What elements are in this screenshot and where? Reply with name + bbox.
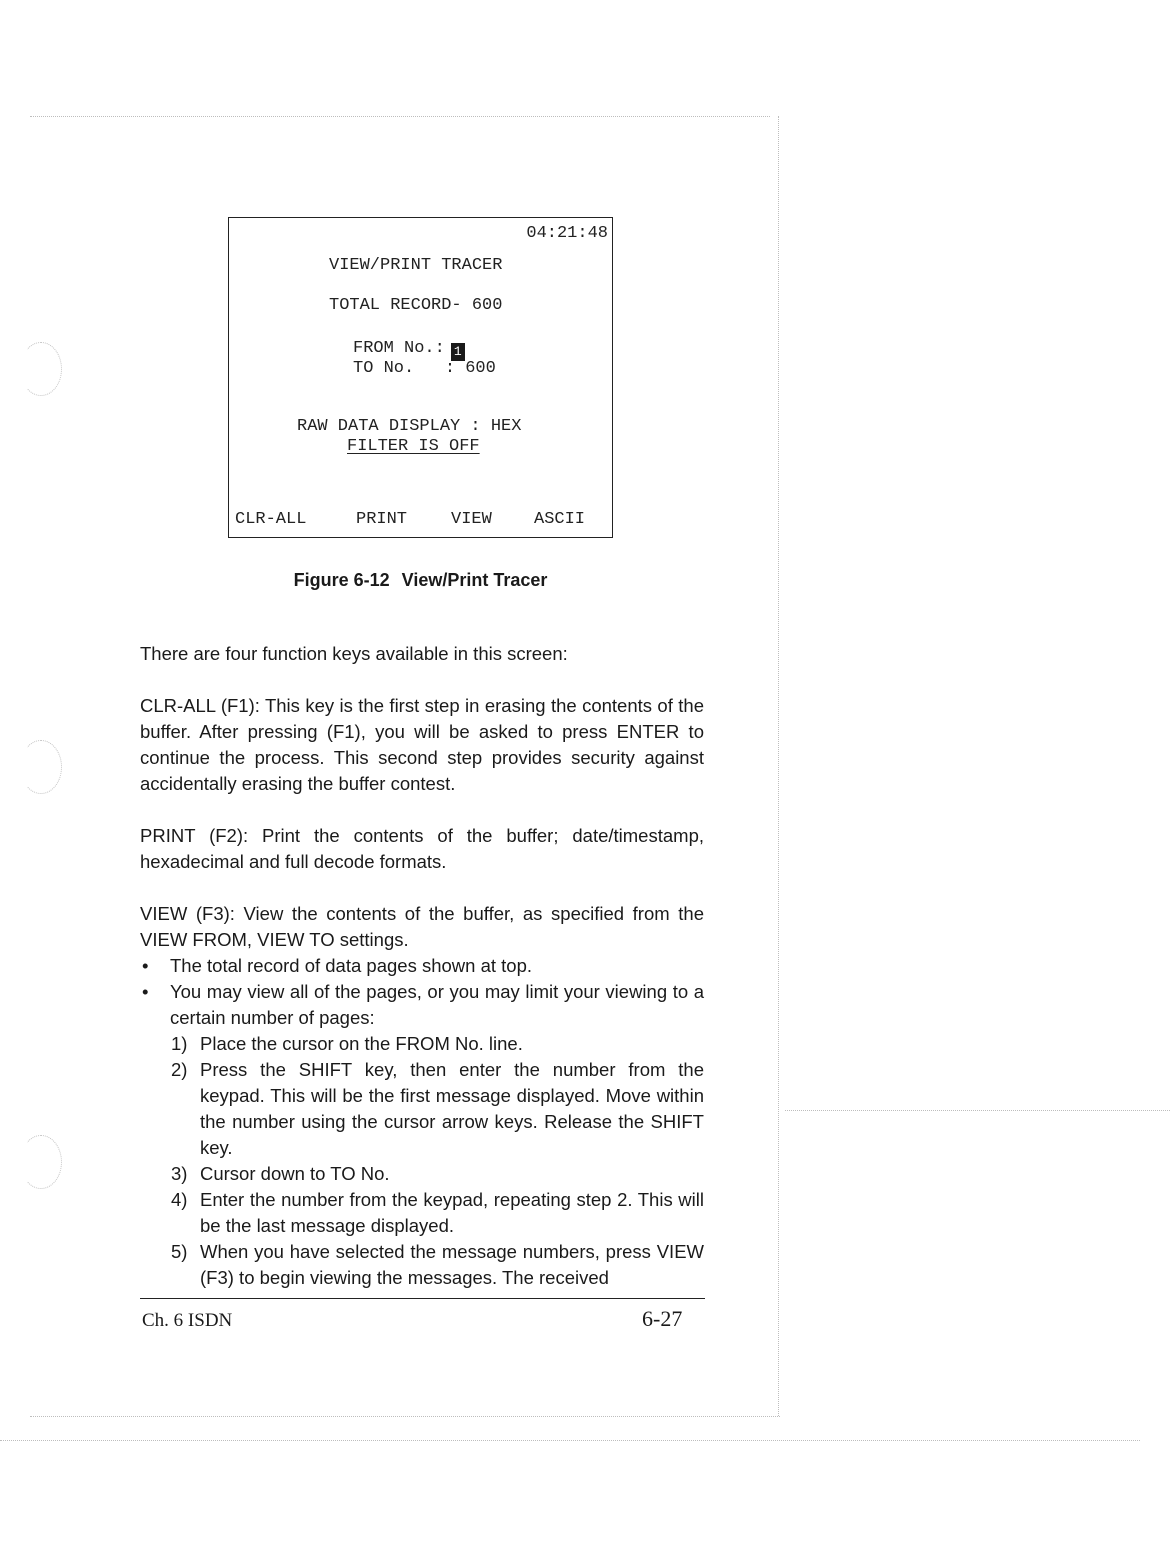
intro-text: There are four function keys available in this screen: [140, 643, 568, 664]
print-paragraph [140, 823, 704, 875]
view-text: VIEW (F3): View the contents of the buffer, as specified from the VIEW FROM, VIEW TO settings. [140, 903, 704, 950]
tracer-screen-figure [228, 217, 613, 538]
screen-title: VIEW/PRINT TRACER [329, 256, 503, 275]
scan-dotted-line-right [778, 116, 779, 1416]
clr-all-text: CLR-ALL (F1): This key is the first step in erasing the contents of the buffer. After pressing (F1), you will be asked to press ENTER to continue the process. This second step provides security against accidentally erasing the buffer contest. [140, 695, 704, 794]
figure-title: View/Print Tracer [401, 570, 548, 590]
fkey-clr-all: CLR-ALL [235, 510, 307, 529]
fkey-view: VIEW [451, 510, 492, 529]
fkey-ascii: ASCII [534, 510, 586, 529]
bullet-item: • The total record of data pages shown at top. [142, 955, 533, 976]
figure-number: Figure 6-12 [293, 570, 390, 590]
clr-all-paragraph [140, 693, 704, 797]
step-item: 2) Press the SHIFT key, then enter the number from the keypad. This will be the first message displayed. Move within the number using the cursor arrow keys. Release the SHIFT key. [171, 1059, 704, 1158]
punch-hole-mark [20, 740, 62, 794]
scan-dotted-line-base [0, 1440, 1140, 1441]
bullet-item: • You may view all of the pages, or you may limit your viewing to a certain number of pages: [142, 981, 704, 1028]
punch-hole-mark [20, 1135, 62, 1189]
screen-function-keys [229, 510, 612, 532]
figure-caption [228, 570, 613, 591]
screen-raw-display: RAW DATA DISPLAY : HEX [297, 417, 522, 436]
view-section [140, 901, 704, 1291]
screen-to-row: TO No. : 600 [353, 359, 496, 378]
step-item: 3) Cursor down to TO No. [171, 1163, 390, 1184]
screen-filter-status: FILTER IS OFF [347, 437, 480, 456]
step-item: 4) Enter the number from the keypad, repeating step 2. This will be the last message displayed. [171, 1189, 704, 1236]
screen-from-row [353, 339, 465, 361]
intro-paragraph [140, 641, 704, 667]
screen-from-cursor: 1 [451, 343, 465, 361]
scan-dotted-line-mid [785, 1110, 1170, 1111]
scan-dotted-line-bottom [30, 1416, 780, 1417]
punch-hole-mark [20, 342, 62, 396]
footer-chapter: Ch. 6 ISDN [142, 1310, 233, 1331]
step-item: 5) When you have selected the message numbers, press VIEW (F3) to begin viewing the messages. The received [171, 1241, 704, 1288]
screen-clock: 04:21:48 [526, 224, 608, 243]
print-text: PRINT (F2): Print the contents of the buffer; date/timestamp, hexadecimal and full decode formats. [140, 825, 704, 872]
scan-dotted-line-top [30, 116, 770, 117]
step-item: 1) Place the cursor on the FROM No. line. [171, 1033, 523, 1054]
footer-rule [140, 1298, 705, 1299]
screen-total-record: TOTAL RECORD- 600 [329, 296, 503, 315]
fkey-print: PRINT [356, 510, 408, 529]
screen-from-label: FROM No.: [353, 339, 445, 358]
footer-page-number: 6-27 [642, 1306, 683, 1331]
